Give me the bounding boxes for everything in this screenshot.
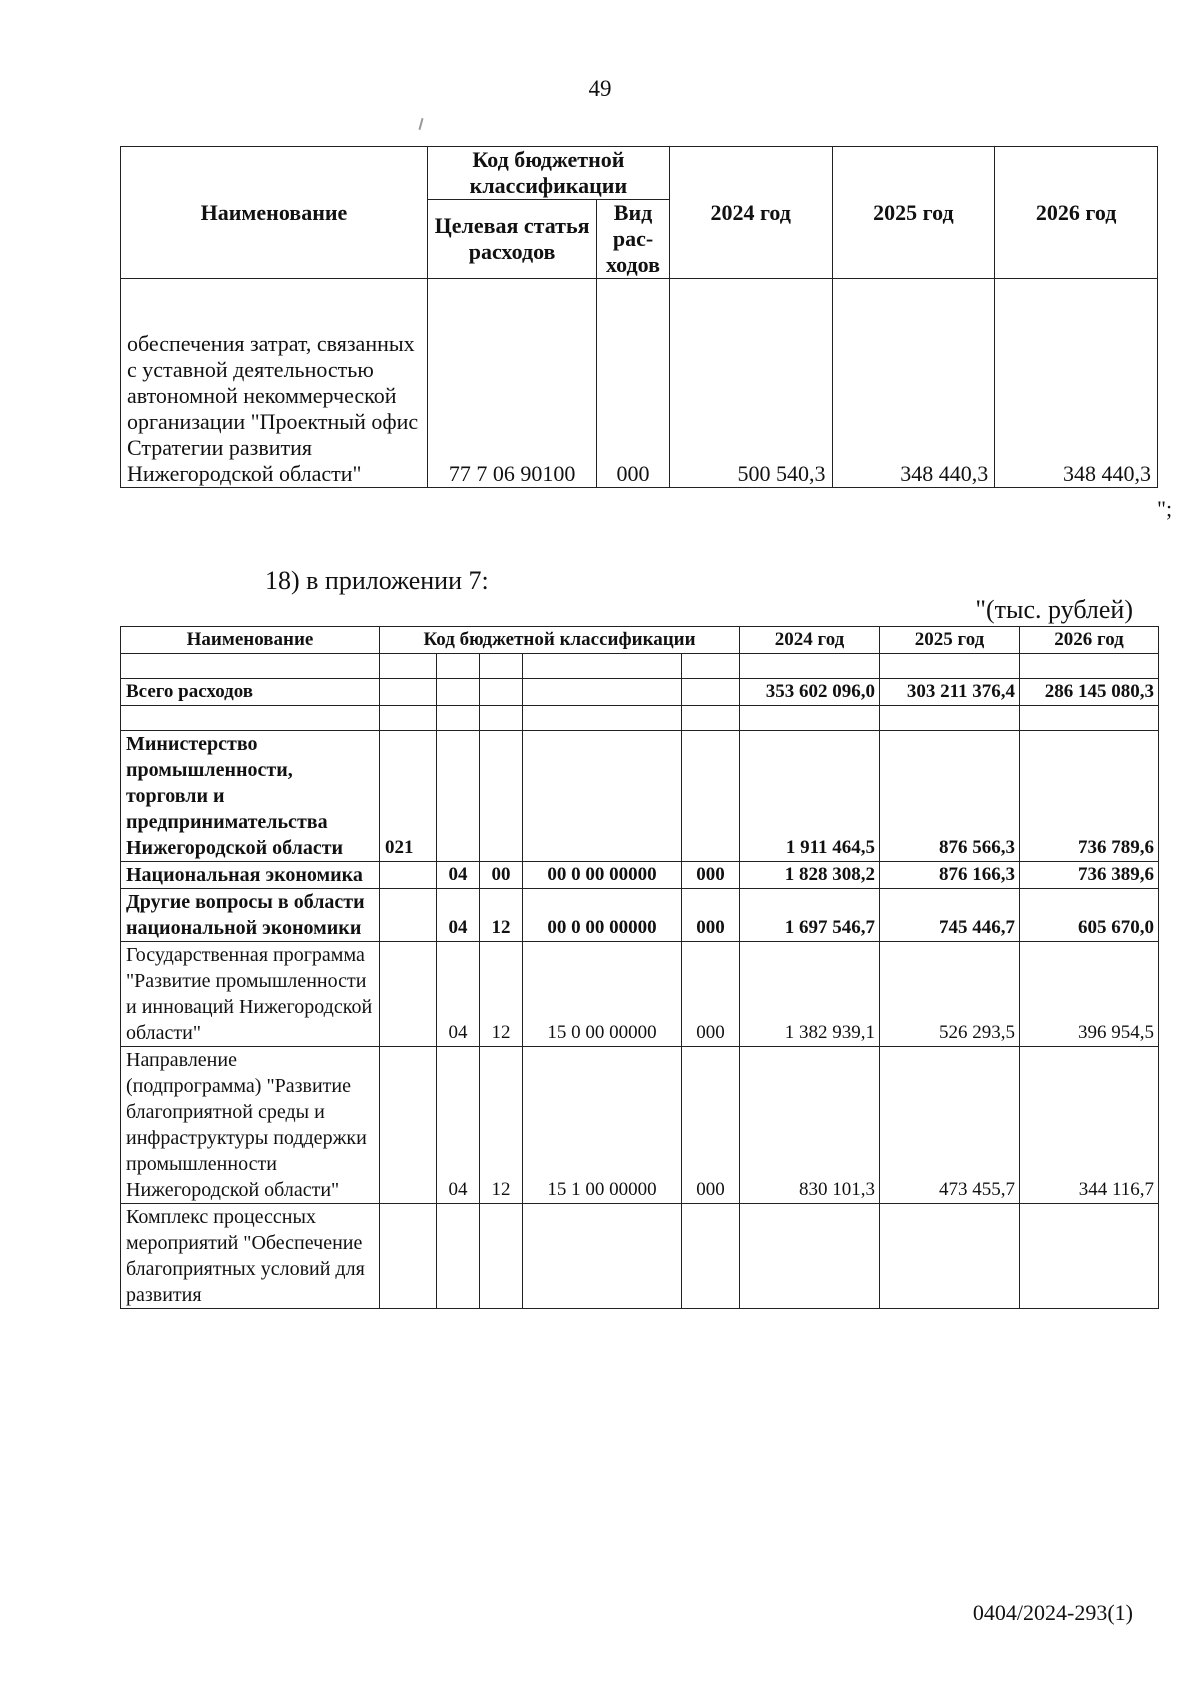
header-target-article: Целевая статья расходов [427, 200, 596, 279]
row-type [682, 1204, 740, 1309]
header-expense-type: Вид рас-ходов [597, 200, 670, 279]
document-code: 0404/2024-293(1) [972, 1600, 1133, 1625]
header-2024: 2024 год [669, 147, 832, 279]
row-section: 04 [437, 1047, 480, 1204]
table-row [121, 889, 1159, 942]
row-subsection [480, 1204, 523, 1309]
total-label: Всего расходов [121, 679, 380, 706]
row-section [437, 731, 480, 862]
total-row [121, 679, 1159, 706]
appendix-7-table [120, 626, 1159, 1309]
row-type: 000 [682, 942, 740, 1047]
total-2026: 286 145 080,3 [1020, 679, 1159, 706]
empty-row [121, 706, 1159, 731]
row-target: 15 0 00 00000 [523, 942, 682, 1047]
closing-quote: "; [1157, 496, 1173, 521]
row-target: 00 0 00 00000 [523, 862, 682, 889]
row-2024: 1 911 464,5 [740, 731, 880, 862]
table-row [121, 942, 1159, 1047]
units-label: "(тыс. рублей) [975, 595, 1133, 624]
row-section [437, 1204, 480, 1309]
row-2025 [880, 1204, 1020, 1309]
pen-stroke-mark [418, 118, 423, 130]
row-2025: 876 166,3 [880, 862, 1020, 889]
row-2024: 1 828 308,2 [740, 862, 880, 889]
empty-row [121, 654, 1159, 679]
row-section: 04 [437, 862, 480, 889]
row-2024: 500 540,3 [669, 279, 832, 488]
expenses-table-continuation [120, 146, 1158, 488]
row-subsection: 00 [480, 862, 523, 889]
row-ministry: 021 [380, 731, 437, 862]
section-title: 18) в приложении 7: [265, 566, 489, 595]
header-name: Наименование [121, 147, 428, 279]
row-subsection: 12 [480, 1047, 523, 1204]
row-name: Министерство промышленности, торговли и предпринимательства Нижегородской области [121, 731, 380, 862]
table-row [121, 731, 1159, 862]
table-header-row [121, 147, 1158, 200]
row-2026: 396 954,5 [1020, 942, 1159, 1047]
row-subsection: 12 [480, 942, 523, 1047]
row-target [523, 1204, 682, 1309]
table-header-row [121, 627, 1159, 654]
row-type: 000 [682, 889, 740, 942]
row-2026: 736 389,6 [1020, 862, 1159, 889]
row-section: 04 [437, 942, 480, 1047]
row-target [523, 731, 682, 862]
row-type: 000 [682, 1047, 740, 1204]
row-type: 000 [682, 862, 740, 889]
row-type [682, 731, 740, 862]
row-ministry [380, 889, 437, 942]
header-2026: 2026 год [995, 147, 1158, 279]
row-2024 [740, 1204, 880, 1309]
row-name: Другие вопросы в области национальной экономики [121, 889, 380, 942]
table-row [121, 279, 1158, 488]
header-2025: 2025 год [880, 627, 1020, 654]
row-2024: 830 101,3 [740, 1047, 880, 1204]
row-target: 00 0 00 00000 [523, 889, 682, 942]
row-type: 000 [597, 279, 670, 488]
row-section: 04 [437, 889, 480, 942]
header-budget-code: Код бюджетной классификации [427, 147, 669, 200]
header-name: Наименование [121, 627, 380, 654]
row-2025: 526 293,5 [880, 942, 1020, 1047]
row-2026: 348 440,3 [995, 279, 1158, 488]
row-name: Государственная программа "Развитие промышленности и инноваций Нижегородской области" [121, 942, 380, 1047]
row-2025: 876 566,3 [880, 731, 1020, 862]
row-ministry [380, 1047, 437, 1204]
header-2026: 2026 год [1020, 627, 1159, 654]
total-2025: 303 211 376,4 [880, 679, 1020, 706]
row-2026: 605 670,0 [1020, 889, 1159, 942]
table-row [121, 862, 1159, 889]
row-name: Национальная экономика [121, 862, 380, 889]
header-2024: 2024 год [740, 627, 880, 654]
row-name: Направление (подпрограмма) "Развитие благоприятной среды и инфраструктуры поддержки промышленности Нижегородской области" [121, 1047, 380, 1204]
row-ministry [380, 862, 437, 889]
row-subsection: 12 [480, 889, 523, 942]
row-2026: 344 116,7 [1020, 1047, 1159, 1204]
row-2025: 348 440,3 [832, 279, 995, 488]
row-2026: 736 789,6 [1020, 731, 1159, 862]
row-2026 [1020, 1204, 1159, 1309]
row-subsection [480, 731, 523, 862]
row-2025: 473 455,7 [880, 1047, 1020, 1204]
table-row [121, 1047, 1159, 1204]
row-ministry [380, 1204, 437, 1309]
header-2025: 2025 год [832, 147, 995, 279]
table-row [121, 1204, 1159, 1309]
row-2025: 745 446,7 [880, 889, 1020, 942]
row-target: 15 1 00 00000 [523, 1047, 682, 1204]
row-name: обеспечения затрат, связанных с уставной деятельностью автономной некоммерческой организации "Проектный офис Стратегии развития Нижегородской области" [121, 279, 428, 488]
row-ministry [380, 942, 437, 1047]
row-target: 77 7 06 90100 [427, 279, 596, 488]
page-number: 49 [588, 76, 612, 101]
header-budget-code: Код бюджетной классификации [380, 627, 740, 654]
total-2024: 353 602 096,0 [740, 679, 880, 706]
row-2024: 1 382 939,1 [740, 942, 880, 1047]
row-2024: 1 697 546,7 [740, 889, 880, 942]
row-name: Комплекс процессных мероприятий "Обеспечение благоприятных условий для развития [121, 1204, 380, 1309]
